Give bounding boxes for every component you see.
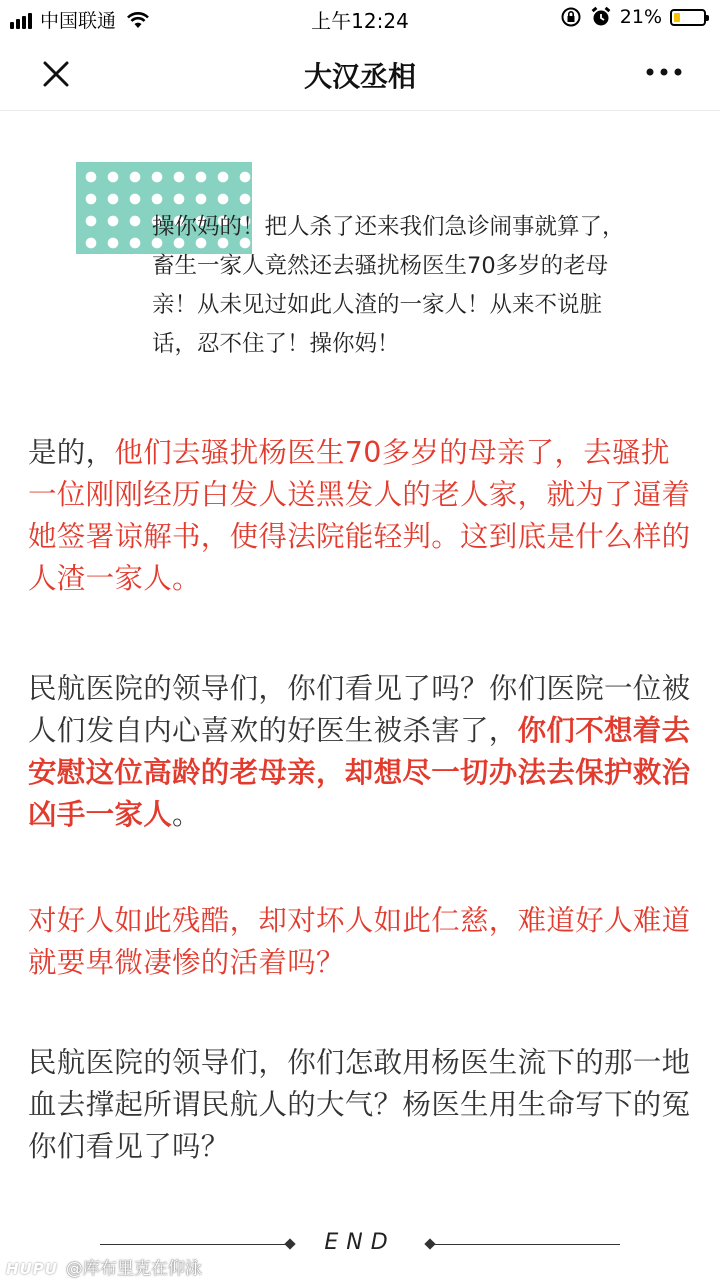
paragraph-text: 是的， <box>28 436 115 469</box>
article-paragraph-1 <box>28 432 692 600</box>
paragraph-text: 民航医院的领导们，你们看见了吗？你们医院一位被人们发自内心喜欢的好医生被杀害了， <box>28 672 691 747</box>
highlighted-text: 对好人如此残酷，却对坏人如此仁慈，难道好人难道就要卑微凄惨的活着吗？ <box>28 904 691 979</box>
watermark <box>6 1254 202 1279</box>
end-label: END <box>324 1230 396 1255</box>
quoted-comment-image <box>76 162 646 362</box>
page-title: 大汉丞相 <box>303 60 416 93</box>
battery-fill <box>674 13 680 22</box>
quoted-comment-text: 操你妈的！把人杀了还来我们急诊闹事就算了，畜生一家人竟然还去骚扰杨医生70多岁的老母亲！从未见过如此人渣的一家人！从来不说脏话，忍不住了！操你妈！ <box>152 214 625 357</box>
article-paragraph-2 <box>28 668 692 836</box>
paragraph-text: 民航医院的领导们，你们怎敢用杨医生流下的那一地血去撑起所谓民航人的大气？杨医生用生命写下的冤你们看见了吗？ <box>28 1046 691 1163</box>
divider-line <box>430 1244 620 1245</box>
alarm-icon <box>590 6 612 28</box>
nav-bar <box>0 36 720 111</box>
status-right <box>560 6 706 28</box>
paragraph-text-end: 。 <box>172 798 201 831</box>
watermark-user: @库布里克在仰泳 <box>65 1259 202 1279</box>
highlighted-text: 他们去骚扰杨医生70多岁的母亲了，去骚扰一位刚刚经历白发人送黑发人的老人家，就为了逼着她签署谅解书，使得法院能轻判。这到底是什么样的人渣一家人。 <box>28 436 691 595</box>
highlighted-text: 你们不想着去安慰这位高龄的老母亲，却想尽一切办法去保护救治凶手一家人 <box>28 714 691 831</box>
article-paragraph-4 <box>28 1042 692 1168</box>
battery-icon <box>670 9 706 26</box>
article-paragraph-3 <box>28 900 692 984</box>
watermark-logo: HUPU <box>6 1260 58 1278</box>
status-time: 上午12:24 <box>311 9 409 33</box>
status-bar <box>0 0 720 36</box>
rotation-lock-icon <box>560 6 582 28</box>
more-icon[interactable] <box>644 60 684 84</box>
battery-percent: 21% <box>619 6 662 28</box>
carrier-label: 中国联通 <box>40 10 117 32</box>
